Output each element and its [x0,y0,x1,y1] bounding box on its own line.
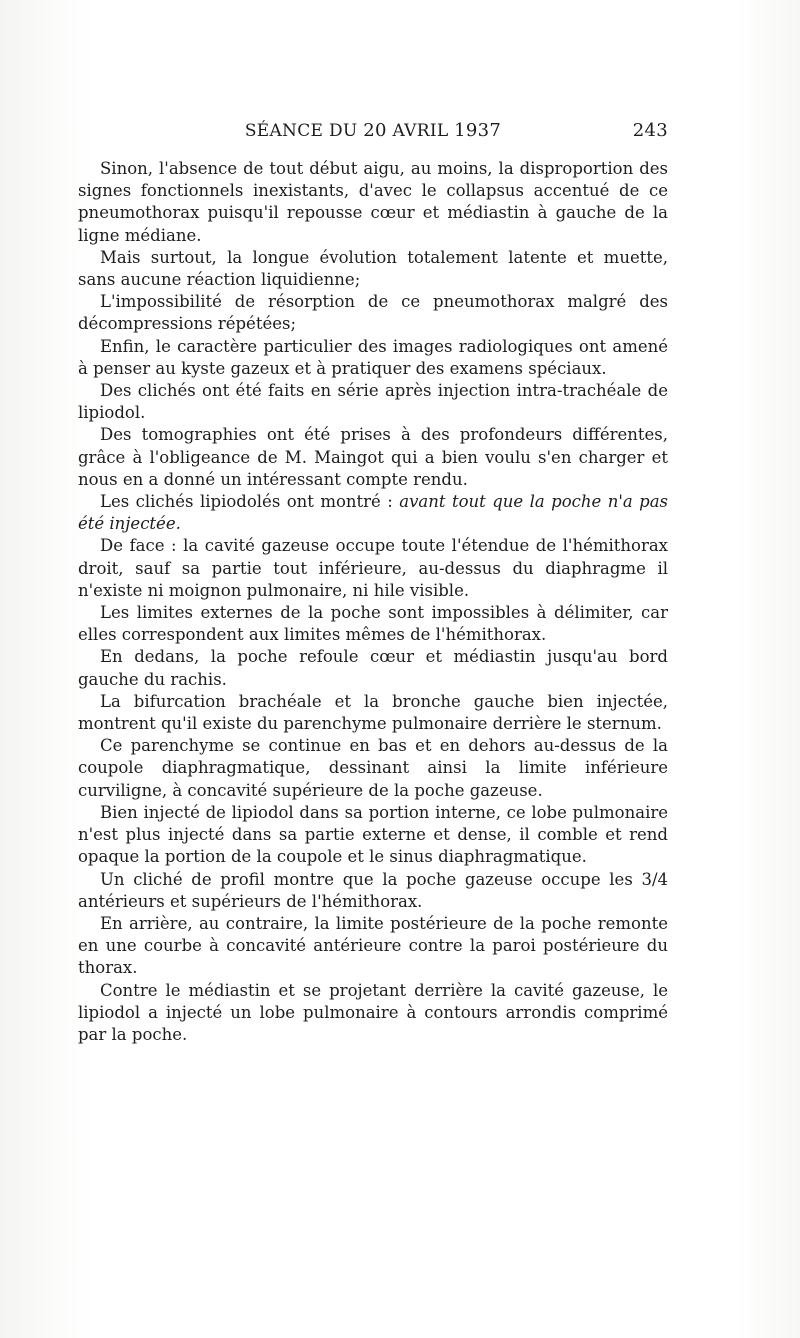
running-head-day: 20 [363,120,387,141]
page-header [78,120,668,146]
body-text [78,158,668,1046]
paragraph-text: La bifurcation brachéale et la bronche gauche bien injectée, montrent qu'il existe du parenchyme pulmonaire derrière le sternum. [78,691,668,734]
paragraph [78,291,668,335]
paragraph-text: Des tomographies ont été prises à des profondeurs différentes, grâce à l'obligeance de M. Maingot qui a bien voulu s'en charger et nous en a donné un intéressant compte rendu. [78,425,668,489]
paragraph [78,247,668,291]
page-number: 243 [632,120,668,141]
paragraph [78,980,668,1047]
running-head-prefix: SÉANCE DU [244,121,364,141]
paragraph-text: En arrière, au contraire, la limite postérieure de la poche remonte en une courbe à concavité antérieure contre la paroi postérieure du thorax. [78,913,668,978]
paragraph [78,535,668,602]
paragraph [78,491,668,535]
paragraph-text: Enfin, le caractère particulier des images radiologiques ont amené à penser au kyste gazeux et à pratiquer des examens spéciaux. [78,336,668,378]
paragraph [78,646,668,690]
paragraph-text: Les limites externes de la poche sont impossibles à délimiter, car elles correspondent aux limites mêmes de l'hémithorax. [78,603,668,645]
paragraph-text: Des clichés ont été faits en série après injection intra-trachéale de lipiodol. [78,381,668,423]
paragraph-text: De face : la cavité gazeuse occupe toute l'étendue de l'hémithorax droit, sauf sa partie tout inférieure, au-dessus du diaphragme il n'existe ni moignon pulmonaire, ni hile visible. [78,536,668,600]
paragraph [78,424,668,491]
paragraph-text: Mais surtout, la longue évolution totalement latente et muette, sans aucune réaction liquidienne; [78,247,668,290]
paragraph-text: L'impossibilité de résorption de ce pneumothorax malgré des décompressions répétées; [78,292,668,334]
paragraph-text: Les clichés lipiodolés ont montré : [100,492,400,512]
paragraph [78,691,668,735]
paragraph-text: En dedans, la poche refoule cœur et médiastin jusqu'au bord gauche du rachis. [78,647,668,689]
paragraph [78,913,668,980]
paragraph-text: Contre le médiastin et se projetant derrière la cavité gazeuse, le lipiodol a injecté un lobe pulmonaire à contours arrondis comprimé par la poche. [78,980,668,1044]
paragraph-text: Un cliché de profil montre que la poche gazeuse occupe les 3/4 antérieurs et supérieurs de l'hémithorax. [78,869,668,911]
paragraph [78,336,668,380]
paragraph-italic-text: avant tout que la poche n'a pas été injectée. [78,492,668,534]
running-head-year: 1937 [454,120,502,141]
paragraph [78,802,668,869]
running-head [78,120,668,141]
paragraph-text: Ce parenchyme se continue en bas et en dehors au-dessus de la coupole diaphragmatique, dessinant ainsi la limite inférieure curviligne, à concavité supérieure de la poche gazeuse. [78,736,668,800]
paragraph-text: Sinon, l'absence de tout début aigu, au moins, la disproportion des signes fonctionnels inexistants, d'avec le collapsus accentué de ce pneumothorax puisqu'il repousse cœur et médiastin à gauche de la ligne médiane. [78,159,668,245]
paragraph [78,735,668,802]
paragraph [78,380,668,424]
running-head-month: AVRIL [386,121,455,141]
paragraph [78,602,668,646]
paragraph [78,158,668,247]
paragraph [78,869,668,913]
paragraph-text: Bien injecté de lipiodol dans sa portion interne, ce lobe pulmonaire n'est plus injecté dans sa partie externe et dense, il comble et rend opaque la portion de la coupole et le sinus diaphragmatique. [78,802,668,867]
